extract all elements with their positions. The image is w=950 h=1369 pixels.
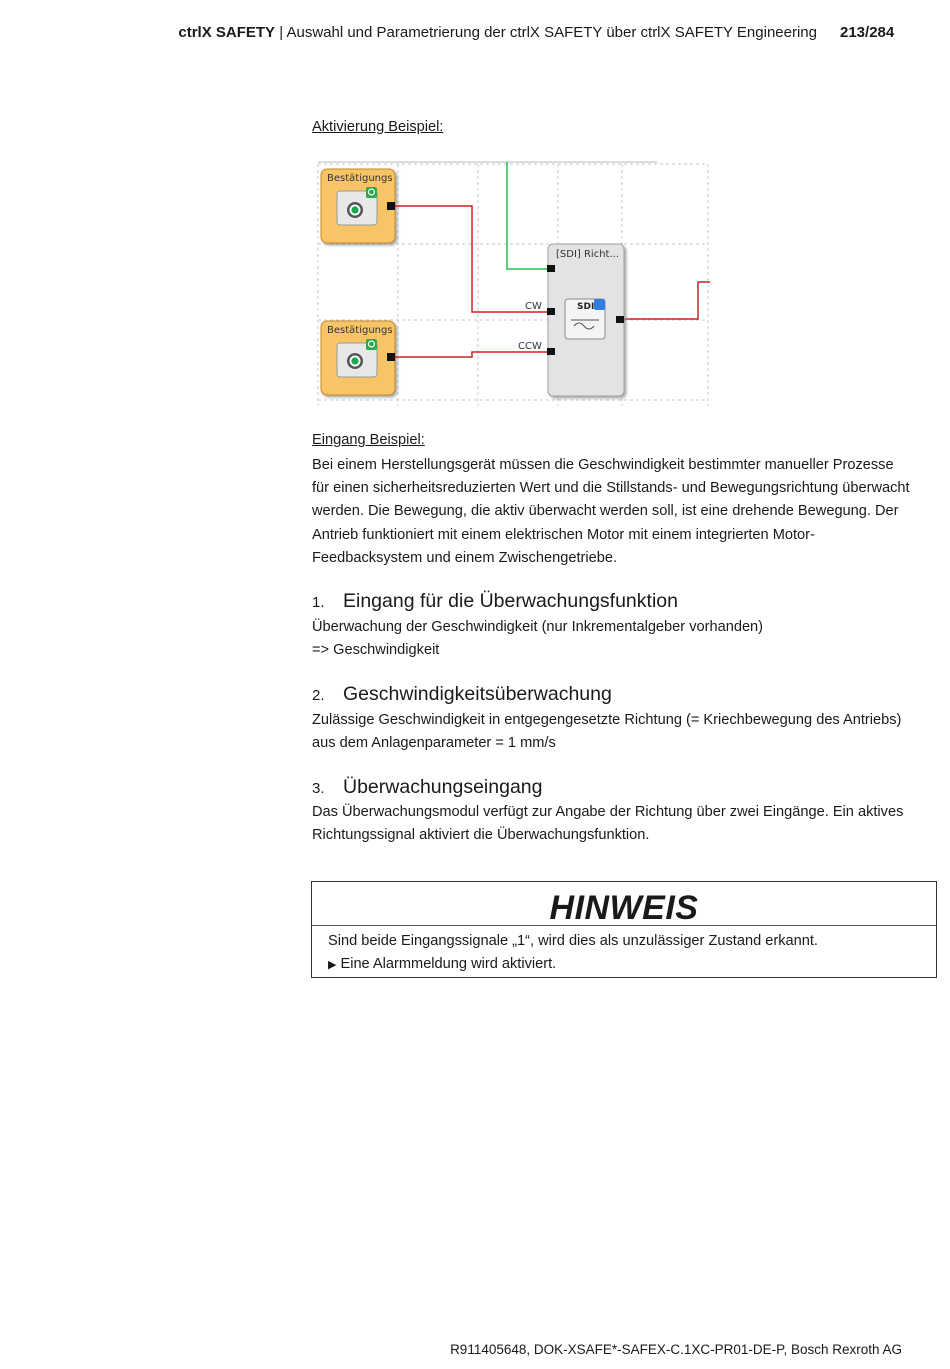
notice-result (328, 953, 920, 977)
step-3-number: 3. (312, 780, 325, 797)
page-header (0, 24, 950, 44)
header-title (178, 24, 817, 41)
notice-box (311, 881, 937, 978)
step-1-title: Eingang für die Überwachungsfunktion (343, 590, 678, 612)
notice-text: Sind beide Eingangssignale „1“, wird dies als unzulässiger Zustand erkannt. (328, 933, 818, 949)
step-1-number: 1. (312, 594, 325, 611)
ccw-label: CCW (518, 341, 542, 352)
block-2-label: Bestätigungs (327, 325, 393, 336)
activation-diagram (312, 156, 712, 408)
sdi-function-block (518, 244, 624, 396)
header-section: Auswahl und Parametrierung der ctrlX SAFETY über ctrlX SAFETY Engineering (286, 24, 817, 41)
step-2-title: Geschwindigkeitsüberwachung (343, 683, 612, 705)
step-1-text-line-2: => Geschwindigkeit (312, 642, 440, 658)
notice-title: HINWEIS (312, 882, 936, 926)
notice-result-text: Eine Alarmmeldung wird aktiviert. (340, 956, 557, 972)
page-number: 213/284 (840, 24, 895, 41)
result-arrow-icon: ▶ (328, 959, 337, 971)
step-2-number: 2. (312, 687, 325, 704)
input-example-label: Eingang Beispiel: (312, 432, 425, 448)
step-2-heading (312, 683, 612, 706)
block-1-label: Bestätigungs (327, 173, 393, 184)
input-example-paragraph: Bei einem Herstellungsgerät müssen die Geschwindigkeit bestimmter manueller Prozesse für einen sicherheitsreduzierten Wert und die Stillstands- und Bewegungsrichtung überwacht werden. Die Bewegung, die aktiv überwacht werden soll, ist eine drehende Bewegung. Der Antrieb funktioniert mit einem elektrischen Motor mit einem integrierten Motor-Feedbacksystem und einem Zwischengetriebe. (312, 457, 910, 566)
sdi-block-title: [SDI] Richt... (556, 249, 619, 260)
page-footer: R911405648, DOK-XSAFE*-SAFEX-C.1XC-PR01-DE-P, Bosch Rexroth AG (450, 1342, 902, 1357)
step-2-text: Zulässige Geschwindigkeit in entgegengesetzte Richtung (= Kriechbewegung des Antriebs) aus dem Anlagenparameter = 1 mm/s (312, 712, 902, 752)
step-3-text: Das Überwachungsmodul verfügt zur Angabe der Richtung über zwei Eingänge. Ein aktives Richtungssignal aktiviert die Überwachungsfunktion. (312, 804, 904, 844)
header-separator: | (275, 24, 287, 41)
confirmation-block-2 (321, 321, 395, 395)
activation-example-label: Aktivierung Beispiel: (312, 119, 444, 135)
notice-body (312, 926, 936, 981)
step-3-title: Überwachungseingang (343, 776, 543, 798)
confirmation-block-1 (321, 169, 395, 243)
sdi-icon-label: SDI (577, 302, 595, 312)
step-3-heading (312, 776, 542, 799)
step-1-text-line-1: Überwachung der Geschwindigkeit (nur Inkrementalgeber vorhanden) (312, 619, 764, 635)
step-1-heading (312, 590, 678, 613)
cw-label: CW (525, 301, 542, 312)
header-product: ctrlX SAFETY (178, 24, 276, 41)
